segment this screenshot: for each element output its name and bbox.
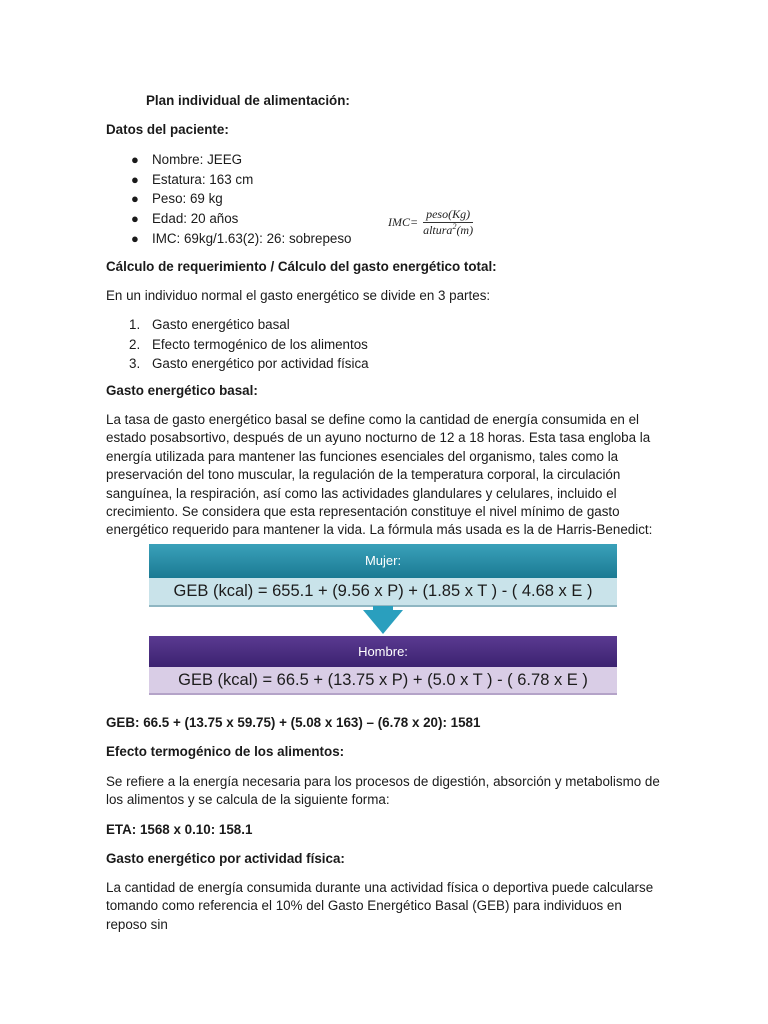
geb-result: GEB: 66.5 + (13.75 x 59.75) + (5.08 x 163) – (6.78 x 20): 1581	[106, 715, 481, 730]
bullet-icon: ●	[131, 152, 139, 167]
harris-benedict-figure	[149, 544, 617, 694]
bullet-icon: ●	[131, 211, 139, 227]
patient-list	[106, 150, 662, 248]
geb-heading: Gasto energético basal:	[106, 383, 258, 398]
bullet-icon: ●	[131, 230, 139, 246]
patient-item: ● Edad: 20 años	[106, 209, 662, 229]
part-item: 2. Efecto termogénico de los alimentos	[129, 336, 368, 352]
parts-list	[106, 315, 662, 374]
formula-fraction	[420, 208, 476, 237]
down-arrow-icon	[363, 610, 403, 634]
calc-intro: En un individuo normal el gasto energético se divide en 3 partes:	[106, 288, 491, 303]
part-item: 1. Gasto energético basal	[129, 317, 290, 332]
formula-denominator: altura$^2$(m)	[423, 221, 474, 237]
imc-formula	[388, 205, 476, 239]
hombre-header: Hombre:	[149, 636, 617, 667]
af-paragraph: La cantidad de energía consumida durante una actividad física o deportiva puede calcularse tomando como referencia el 10% del Gasto Energético Basal (GEB) para individuos en reposo sin	[106, 880, 654, 932]
af-heading: Gasto energético por actividad física:	[106, 851, 345, 866]
part-item: 3. Gasto energético por actividad física	[129, 356, 369, 372]
hombre-equation: GEB (kcal) = 66.5 + (13.75 x P) + (5.0 x T ) - ( 6.78 x E )	[149, 667, 617, 695]
formula-lhs: IMC=	[388, 215, 419, 229]
mujer-header: Mujer:	[149, 544, 617, 578]
patient-item: ● Nombre: JEEG	[106, 150, 662, 170]
eta-heading: Efecto termogénico de los alimentos:	[106, 744, 345, 759]
bullet-icon: ●	[131, 191, 139, 207]
formula-exponent: 2	[452, 221, 457, 231]
bullet-icon: ●	[131, 171, 139, 187]
formula-numerator: peso(Kg)	[423, 208, 473, 223]
patient-item: ● Estatura: 163 cm	[106, 170, 662, 190]
patient-heading: Datos del paciente:	[106, 122, 229, 137]
patient-item: ● Peso: 69 kg	[106, 189, 662, 209]
eta-paragraph: Se refiere a la energía necesaria para los procesos de digestión, absorción y metabolismo de los alimentos y se calcula de la siguiente forma:	[106, 774, 660, 808]
mujer-equation: GEB (kcal) = 655.1 + (9.56 x P) + (1.85 x T ) - ( 4.68 x E )	[149, 578, 617, 607]
patient-item: ● IMC: 69kg/1.63(2): 26: sobrepeso	[106, 229, 662, 249]
calc-heading: Cálculo de requerimiento / Cálculo del gasto energético total:	[106, 259, 497, 274]
eta-result: ETA: 1568 x 0.10: 158.1	[106, 822, 253, 837]
geb-paragraph: La tasa de gasto energético basal se define como la cantidad de energía consumida en el estado posabsortivo, después de un ayuno nocturno de 12 a 18 horas. Esta tasa engloba la energía utilizada para mantener las funciones esenciales del organismo, tales como la preservación del tono muscular, la regulación de la temperatura corporal, la circulación sanguínea, la respiración, así como las actividades glandulares y celulares, incluido el crecimiento. Se considera que esta representación constituye el nivel mínimo de gasto energético requerido para mantener la vida. La fórmula más usada es la de Harris-Benedict:	[106, 412, 653, 538]
plan-title: Plan individual de alimentación:	[146, 93, 350, 108]
